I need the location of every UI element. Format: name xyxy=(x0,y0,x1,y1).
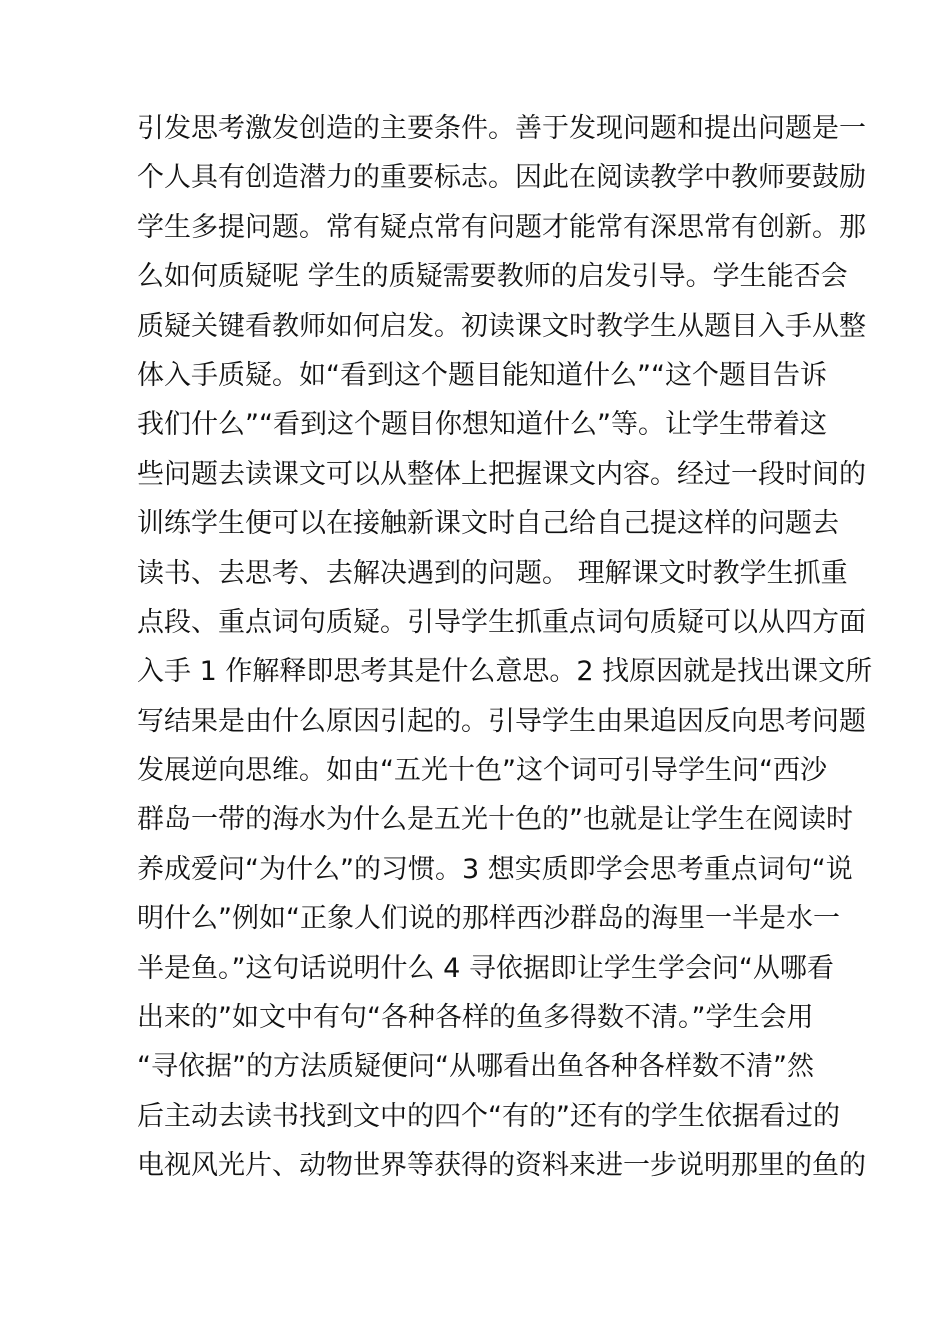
text-line: 些问题去读课文可以从整体上把握课文内容。经过一段时间的 xyxy=(137,458,866,490)
text-line: 个人具有创造潜力的重要标志。因此在阅读教学中教师要鼓励 xyxy=(137,162,866,194)
text-line: 我们什么”“看到这个题目你想知道什么”等。让学生带着这 xyxy=(137,409,827,441)
text-line: 点段、重点词句质疑。引导学生抓重点词句质疑可以从四方面 xyxy=(137,606,866,638)
body-text xyxy=(137,104,873,1191)
text-line: 群岛一带的海水为什么是五光十色的”也就是让学生在阅读时 xyxy=(137,804,853,836)
text-line: 电视风光片、动物世界等获得的资料来进一步说明那里的鱼的 xyxy=(137,1150,866,1182)
text-line: 么如何质疑呢 学生的质疑需要教师的启发引导。学生能否会 xyxy=(137,261,848,293)
text-line: 质疑关键看教师如何启发。初读课文时教学生从题目入手从整 xyxy=(137,310,866,342)
text-line: 养成爱问“为什么”的习惯。3 想实质即学会思考重点词句“说 xyxy=(137,853,853,885)
text-line: 入手 1 作解释即思考其是什么意思。2 找原因就是找出课文所 xyxy=(137,656,873,688)
text-line: “寻依据”的方法质疑便问“从哪看出鱼各种各样数不清”然 xyxy=(137,1051,814,1083)
text-line: 体入手质疑。如“看到这个题目能知道什么”“这个题目告诉 xyxy=(137,359,827,391)
text-line: 半是鱼。”这句话说明什么 4 寻依据即让学生学会问“从哪看 xyxy=(137,952,834,984)
text-line: 后主动去读书找到文中的四个“有的”还有的学生依据看过的 xyxy=(137,1100,840,1132)
text-line: 发展逆向思维。如由“五光十色”这个词可引导学生问“西沙 xyxy=(137,755,827,787)
text-line: 写结果是由什么原因引起的。引导学生由果追因反向思考问题 xyxy=(137,705,866,737)
text-line: 出来的”如文中有句“各种各样的鱼多得数不清。”学生会用 xyxy=(137,1002,814,1034)
text-line: 训练学生便可以在接触新课文时自己给自己提这样的问题去 xyxy=(137,508,839,540)
text-line: 读书、去思考、去解决遇到的问题。 理解课文时教学生抓重 xyxy=(137,557,848,589)
text-line: 明什么”例如“正象人们说的那样西沙群岛的海里一半是水一 xyxy=(137,903,840,935)
text-line: 引发思考激发创造的主要条件。善于发现问题和提出问题是一 xyxy=(137,113,866,144)
text-line: 学生多提问题。常有疑点常有问题才能常有深思常有创新。那 xyxy=(137,211,866,243)
